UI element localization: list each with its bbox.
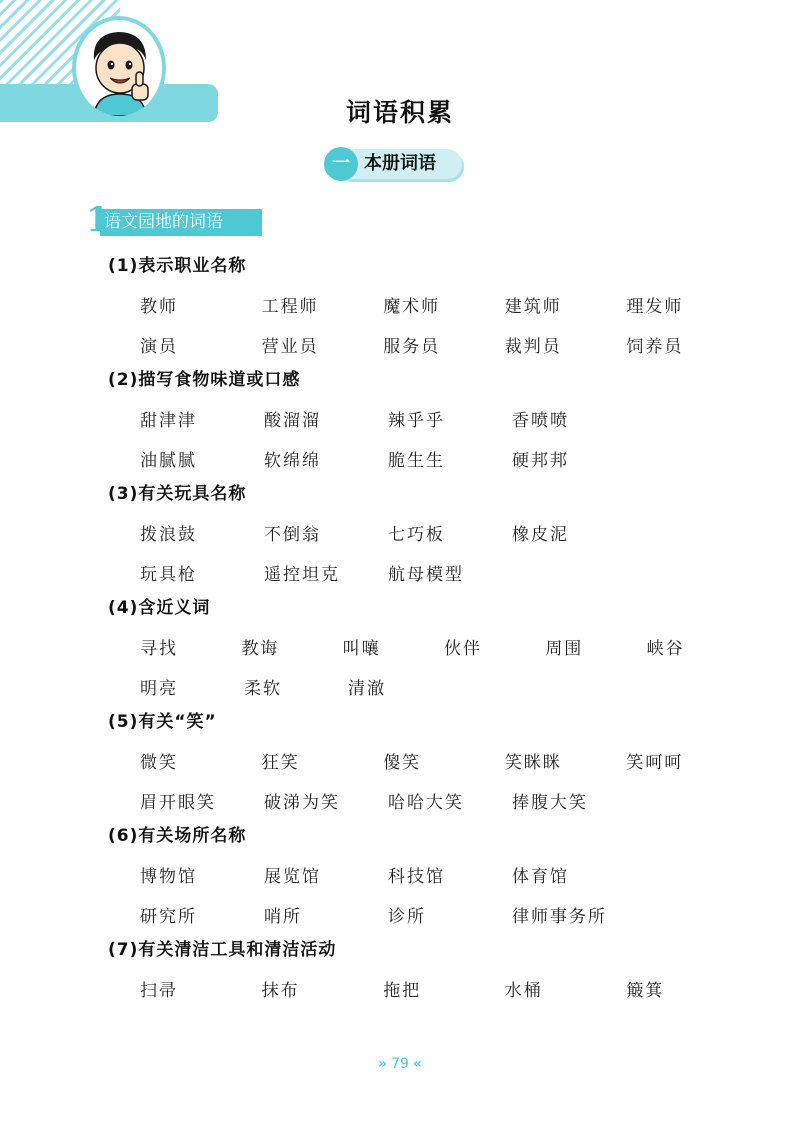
word: 橡皮泥 [512, 524, 569, 545]
word-row [108, 854, 748, 894]
word: 甜津津 [140, 410, 197, 431]
word: 脆生生 [388, 450, 445, 471]
word: 辣乎乎 [388, 410, 445, 431]
word-row [108, 740, 748, 780]
section-number: 一 [324, 147, 358, 181]
word: 扫帚 [140, 980, 178, 1001]
word: 笑呵呵 [626, 752, 684, 773]
word-row [108, 512, 748, 552]
word: 抹布 [261, 980, 300, 1001]
word: 香喷喷 [512, 410, 569, 431]
category-venues [108, 820, 748, 934]
word: 伙伴 [443, 638, 482, 659]
word: 拖把 [383, 980, 422, 1001]
word: 教师 [140, 296, 178, 317]
word: 七巧板 [388, 524, 445, 545]
word: 笑眯眯 [504, 752, 562, 773]
word: 教诲 [241, 638, 280, 659]
category-toys [108, 478, 748, 592]
word: 狂笑 [261, 752, 300, 773]
double-chevron-left-icon: « [412, 1056, 422, 1072]
category-laughter [108, 706, 748, 820]
word: 傻笑 [383, 752, 422, 773]
word: 软绵绵 [264, 450, 321, 471]
word: 律师事务所 [512, 906, 607, 927]
word: 饲养员 [626, 336, 684, 357]
word: 博物馆 [140, 866, 197, 887]
word: 展览馆 [264, 866, 321, 887]
word: 服务员 [383, 336, 441, 357]
section-label: 本册词语 [364, 153, 436, 174]
page-number-value: 79 [391, 1056, 409, 1072]
word: 微笑 [140, 752, 178, 773]
word: 簸箕 [626, 980, 665, 1001]
word-row [108, 894, 748, 934]
subsection-label: 语文园地的词语 [100, 209, 262, 236]
word: 体育馆 [512, 866, 569, 887]
word-row [108, 780, 748, 820]
page-title: 词语积累 [345, 98, 454, 127]
word: 营业员 [261, 336, 319, 357]
word-row [108, 626, 748, 666]
word: 裁判员 [504, 336, 562, 357]
word: 研究所 [140, 906, 197, 927]
word: 明亮 [140, 678, 178, 699]
page-number [0, 1056, 800, 1072]
word: 水桶 [504, 980, 543, 1001]
double-chevron-right-icon: » [378, 1056, 388, 1072]
word: 酸溜溜 [264, 410, 321, 431]
word: 硬邦邦 [512, 450, 569, 471]
category-occupations [108, 250, 748, 364]
word: 拨浪鼓 [140, 524, 197, 545]
word: 清澈 [348, 678, 386, 699]
word: 哈哈大笑 [388, 792, 464, 813]
word: 魔术师 [383, 296, 441, 317]
word: 周围 [545, 638, 584, 659]
category-heading: (4)含近义词 [108, 598, 211, 618]
category-heading: (7)有关清洁工具和清洁活动 [108, 940, 337, 960]
word: 油腻腻 [140, 450, 197, 471]
category-heading: (6)有关场所名称 [108, 826, 247, 846]
word-row [108, 552, 748, 592]
word: 捧腹大笑 [512, 792, 588, 813]
word: 叫嚷 [342, 638, 381, 659]
word-row [108, 666, 748, 706]
word: 理发师 [626, 296, 684, 317]
word: 航母模型 [388, 564, 464, 585]
subsection-heading [86, 200, 266, 240]
category-heading: (3)有关玩具名称 [108, 484, 247, 504]
word-row [108, 324, 748, 364]
word: 玩具枪 [140, 564, 197, 585]
category-synonyms [108, 592, 748, 706]
word: 诊所 [388, 906, 426, 927]
word-row [108, 968, 748, 1008]
word-row [108, 284, 748, 324]
word: 寻找 [140, 638, 178, 659]
word-row [108, 398, 748, 438]
section-heading [324, 147, 464, 181]
word: 遥控坦克 [264, 564, 340, 585]
word: 科技馆 [388, 866, 445, 887]
word: 演员 [140, 336, 178, 357]
category-heading: (1)表示职业名称 [108, 256, 247, 276]
word: 哨所 [264, 906, 302, 927]
category-heading: (2)描写食物味道或口感 [108, 370, 301, 390]
category-heading: (5)有关“笑” [108, 712, 217, 732]
subsection-number: 1 [86, 200, 110, 240]
word: 建筑师 [504, 296, 562, 317]
word-list [108, 250, 748, 1008]
word: 不倒翁 [264, 524, 321, 545]
word: 峡谷 [646, 638, 685, 659]
category-food-taste [108, 364, 748, 478]
word-row [108, 438, 748, 478]
word: 工程师 [261, 296, 319, 317]
word: 眉开眼笑 [140, 792, 216, 813]
category-cleaning [108, 934, 748, 1008]
word: 破涕为笑 [264, 792, 340, 813]
word: 柔软 [244, 678, 282, 699]
